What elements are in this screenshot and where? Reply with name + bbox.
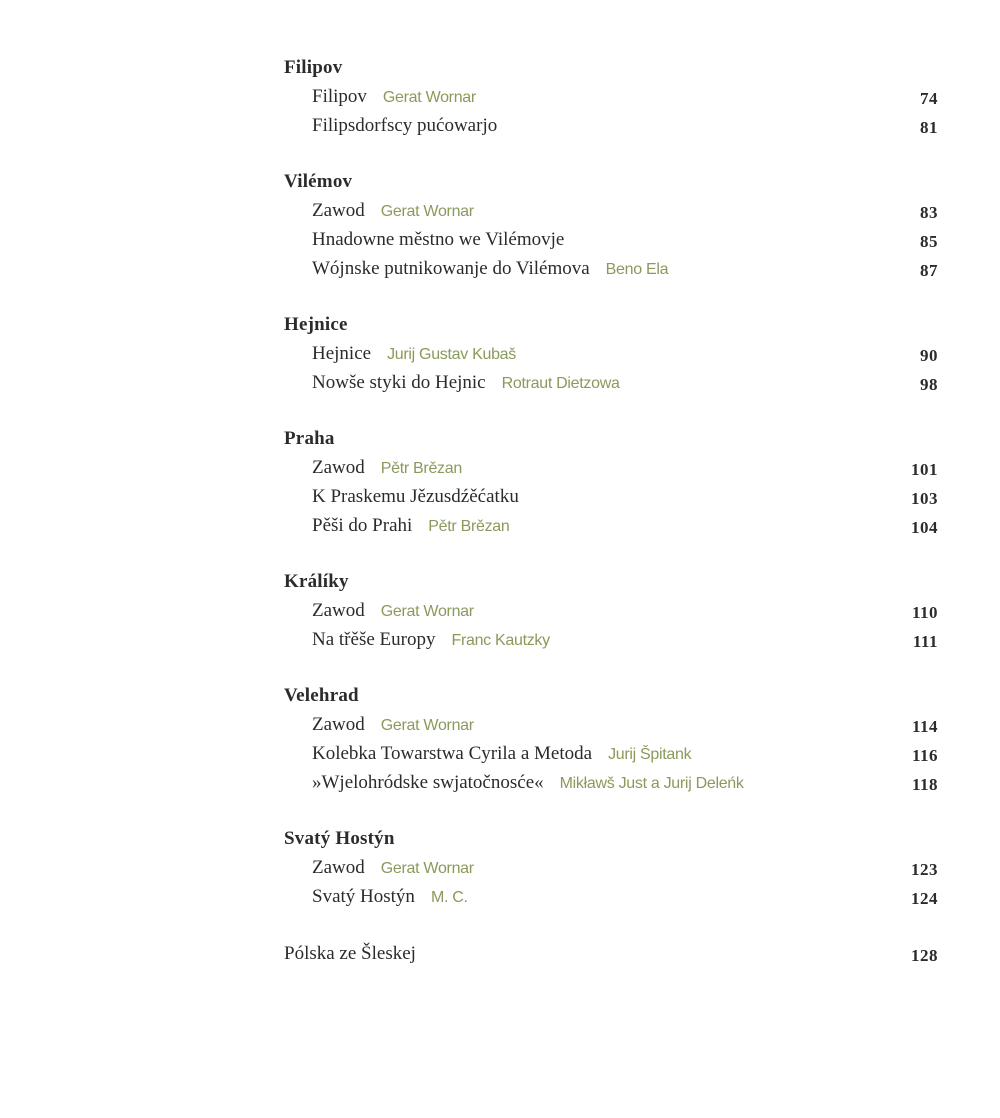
toc-section-kraliky — [284, 568, 938, 654]
toc-entry[interactable] — [284, 339, 938, 368]
entry-title: Zawod — [312, 600, 365, 621]
toc-entry[interactable] — [284, 196, 938, 225]
section-title: Praha — [284, 428, 335, 449]
entry-page-number: 111 — [912, 632, 938, 651]
entry-page-number: 90 — [920, 346, 938, 365]
entry-title: Zawod — [312, 200, 365, 221]
entry-page-number: 87 — [920, 261, 938, 280]
entry-title: Pěši do Prahi — [312, 515, 413, 536]
entry-author: Jurij Špitank — [608, 746, 692, 763]
entry-author: Pětr Brězan — [428, 518, 510, 535]
entry-page-number: 118 — [911, 775, 938, 794]
entry-title: Kolebka Towarstwa Cyrila a Metoda — [312, 743, 593, 764]
toc-entry[interactable] — [284, 625, 938, 654]
toc-entry[interactable] — [284, 254, 938, 283]
toc-section-vilemov — [284, 168, 938, 283]
entry-author: Beno Ela — [605, 261, 669, 278]
table-of-contents — [284, 54, 938, 968]
entry-author: Rotraut Dietzowa — [501, 375, 620, 392]
entry-title: Filipov — [312, 86, 367, 107]
entry-page-number: 98 — [920, 375, 938, 394]
entry-page-number: 85 — [920, 232, 938, 251]
entry-page-number: 114 — [911, 717, 938, 736]
entry-title: Na třěše Europy — [312, 629, 436, 650]
toc-entry[interactable] — [284, 82, 938, 111]
toc-entry[interactable] — [284, 225, 938, 254]
toc-section-praha — [284, 425, 938, 540]
entry-page-number: 74 — [920, 89, 938, 108]
entry-page-number: 128 — [911, 946, 938, 965]
toc-entry[interactable] — [284, 853, 938, 882]
section-title: Hejnice — [284, 314, 348, 335]
entry-page-number: 83 — [920, 203, 938, 222]
entry-page-number: 110 — [911, 603, 938, 622]
toc-entry[interactable] — [284, 710, 938, 739]
entry-title: Zawod — [312, 714, 365, 735]
toc-entry[interactable] — [284, 453, 938, 482]
entry-title: Svatý Hostýn — [312, 886, 415, 907]
entry-author: M. C. — [430, 889, 468, 906]
toc-section-hejnice — [284, 311, 938, 397]
toc-section-filipov — [284, 54, 938, 140]
entry-page-number: 124 — [911, 889, 938, 908]
entry-title: Wójnske putnikowanje do Vilémova — [312, 258, 590, 279]
entry-title: »Wjelohródske swjatočnosće« — [312, 772, 544, 793]
section-title: Vilémov — [284, 171, 353, 192]
entry-author: Gerat Wornar — [382, 89, 476, 106]
toc-entry[interactable] — [284, 368, 938, 397]
entry-title: Filipsdorfscy pućowarjo — [312, 115, 498, 136]
section-title: Velehrad — [284, 685, 359, 706]
entry-title: Nowše styki do Hejnic — [312, 372, 486, 393]
entry-title: K Praskemu Jězusdźěćatku — [312, 486, 519, 507]
entry-page-number: 123 — [911, 860, 938, 879]
entry-title: Zawod — [312, 857, 365, 878]
entry-title: Hnadowne městno we Vilémovje — [312, 229, 565, 250]
entry-author: Gerat Wornar — [380, 860, 474, 877]
toc-section-svaty-hostyn — [284, 825, 938, 911]
entry-page-number: 104 — [911, 518, 938, 537]
section-title: Svatý Hostýn — [284, 828, 395, 849]
toc-entry[interactable] — [284, 596, 938, 625]
entry-title: Hejnice — [312, 343, 372, 364]
section-title: Králíky — [284, 571, 349, 592]
section-title: Filipov — [284, 57, 343, 78]
entry-title: Pólska ze Šleskej — [284, 943, 416, 964]
toc-entry[interactable] — [284, 482, 938, 511]
toc-entry[interactable] — [284, 111, 938, 140]
entry-page-number: 101 — [911, 460, 938, 479]
toc-section-velehrad — [284, 682, 938, 797]
entry-page-number: 81 — [920, 118, 938, 137]
toc-entry[interactable] — [284, 768, 938, 797]
entry-author: Pětr Brězan — [380, 460, 462, 477]
entry-page-number: 116 — [911, 746, 938, 765]
entry-page-number: 103 — [911, 489, 938, 508]
entry-author: Gerat Wornar — [380, 717, 474, 734]
entry-title: Zawod — [312, 457, 365, 478]
entry-author: Franc Kautzky — [451, 632, 550, 649]
entry-author: Gerat Wornar — [380, 203, 474, 220]
entry-author: Gerat Wornar — [380, 603, 474, 620]
toc-entry[interactable] — [284, 511, 938, 540]
toc-entry[interactable] — [284, 882, 938, 911]
entry-author: Mikławš Just a Jurij Deleńk — [559, 775, 744, 792]
toc-entry[interactable] — [284, 739, 938, 768]
entry-author: Jurij Gustav Kubaš — [387, 346, 516, 363]
toc-entry-standalone[interactable] — [284, 939, 938, 968]
